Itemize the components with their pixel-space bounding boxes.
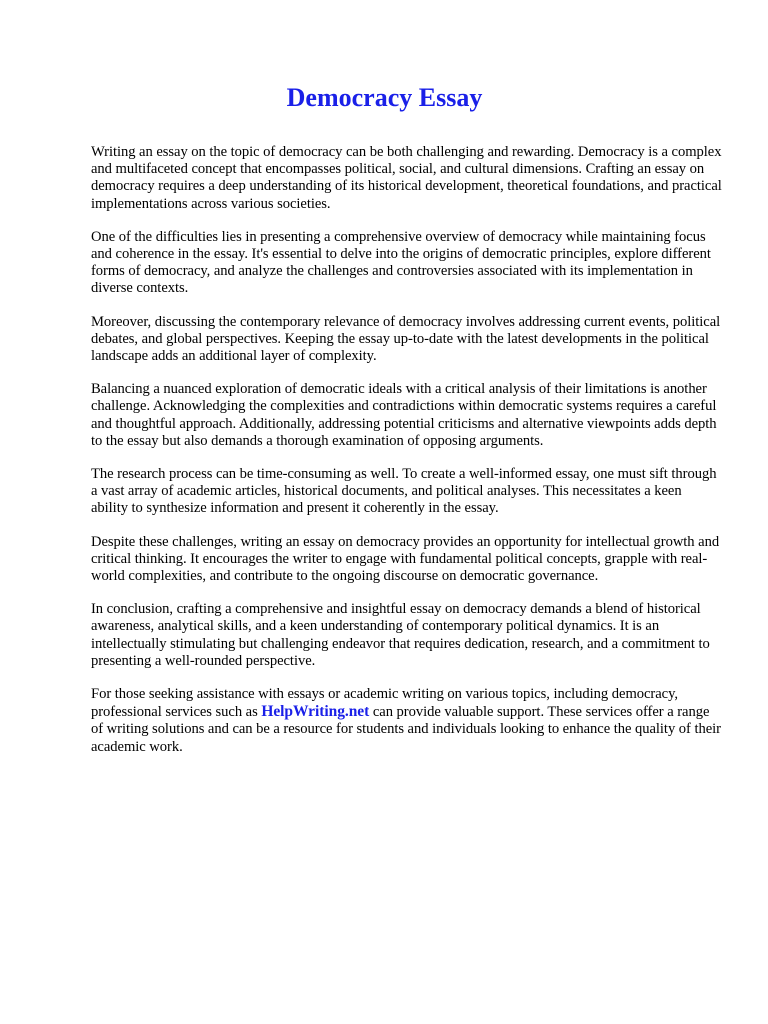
paragraph-opportunity: Despite these challenges, writing an essay on democracy provides an opportunity for intellectual growth and critical thinking. It encourages the writer to engage with fundamental political concepts, grapple with real-world complexities, and contribute to the ongoing discourse on democratic governance. (91, 533, 720, 585)
paragraph-research-process: The research process can be time-consuming as well. To create a well-informed essay, one must sift through a vast array of academic articles, historical documents, and political analyses. This necessitates a keen ability to synthesize information and present it coherently in the essay. (91, 466, 717, 517)
page-title: Democracy Essay (286, 83, 483, 112)
paragraph-balancing: Balancing a nuanced exploration of democratic ideals with a critical analysis of their limitations is another challenge. Acknowledging the complexities and contradictions within democratic systems requires a careful and thoughtful approach. Additionally, addressing potential criticisms and alternative viewpoints adds depth to the essay but also demands a thorough examination of opposing arguments. (91, 381, 717, 449)
paragraph-intro: Writing an essay on the topic of democracy can be both challenging and rewarding. Democracy is a complex and multifaceted concept that encompasses political, social, and cultural dimensions. Crafting an essay on democracy requires a deep understanding of its historical development, theoretical foundations, and practical implementations across various societies. (91, 144, 722, 212)
helpwriting-link[interactable]: HelpWriting.net (261, 703, 370, 721)
paragraph-contemporary-relevance: Moreover, discussing the contemporary relevance of democracy involves addressing current events, political debates, and global perspectives. Keeping the essay up-to-date with the latest developments in the political landscape adds an additional layer of complexity. (91, 313, 721, 365)
paragraph-conclusion: In conclusion, crafting a comprehensive and insightful essay on democracy demands a blend of historical awareness, analytical skills, and a keen understanding of contemporary political dynamics. It is an intellectually stimulating but challenging endeavor that requires dedication, research, and a commitment to presenting a well-rounded perspective. (91, 601, 710, 669)
assistance-text-before-link: For those seeking assistance with essays or academic writing on various topics, including democracy, professional services such as (91, 686, 678, 721)
paragraph-difficulties: One of the difficulties lies in presenting a comprehensive overview of democracy while maintaining focus and coherence in the essay. It's essential to delve into the origins of democratic principles, explore different forms of democracy, and analyze the challenges and controversies associated with its implementation in diverse contexts. (91, 228, 711, 297)
assistance-text-after-link: can provide valuable support. These services offer a range of writing solutions and can be a resource for students and individuals looking to enhance the quality of their academic work. (91, 704, 721, 755)
paragraph-assistance (91, 686, 722, 756)
